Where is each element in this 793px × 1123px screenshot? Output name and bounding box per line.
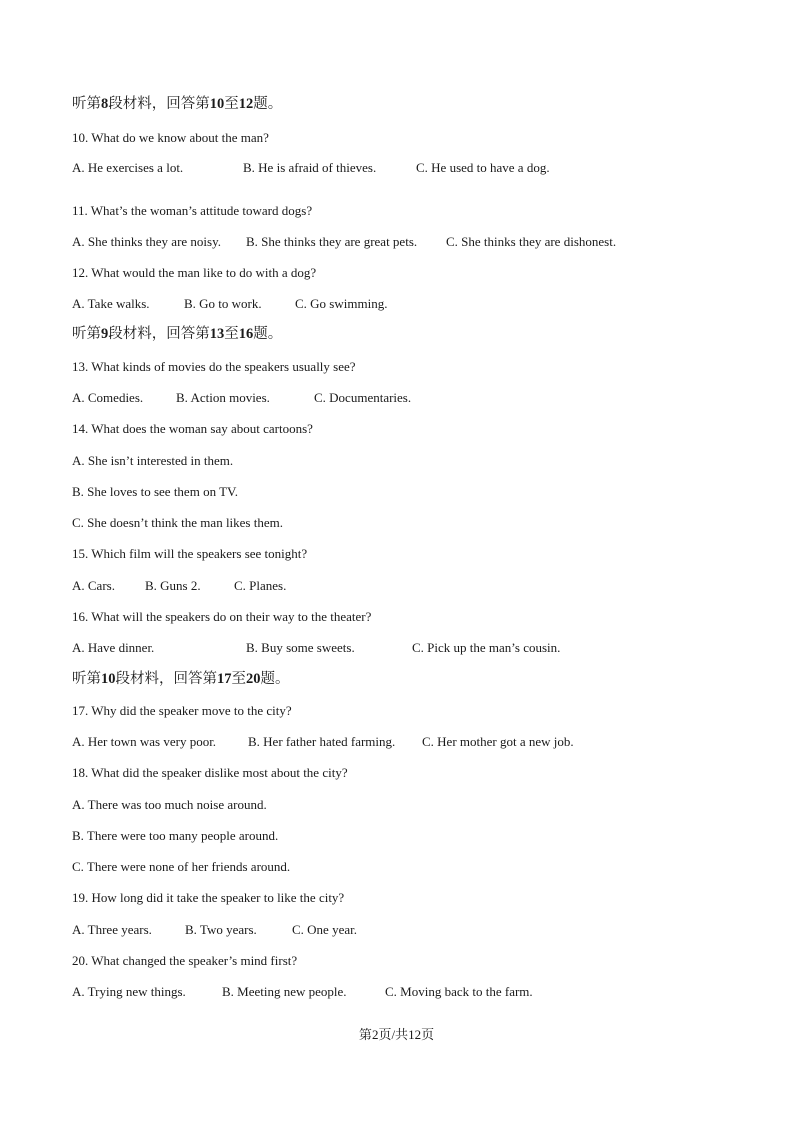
q14-option-b: B. She loves to see them on TV. bbox=[72, 484, 238, 499]
q15-option-c: C. Planes. bbox=[234, 578, 287, 593]
q19-option-c: C. One year. bbox=[292, 922, 357, 937]
section-heading-10: 听第10段材料，回答第17至20题。 bbox=[72, 671, 290, 687]
q18-option-a: A. There was too much noise around. bbox=[72, 797, 267, 812]
q20-option-c: C. Moving back to the farm. bbox=[385, 984, 533, 999]
q15-option-a: A. Cars. bbox=[72, 578, 115, 593]
q13-option-c: C. Documentaries. bbox=[314, 390, 412, 405]
q18-option-c: C. There were none of her friends around. bbox=[72, 859, 291, 874]
question-17: 17. Why did the speaker move to the city? bbox=[72, 703, 292, 718]
q19-option-b: B. Two years. bbox=[185, 922, 257, 937]
question-13: 13. What kinds of movies do the speakers usually see? bbox=[72, 359, 356, 374]
question-16: 16. What will the speakers do on their way to the theater? bbox=[72, 609, 372, 624]
q16-option-a: A. Have dinner. bbox=[72, 640, 155, 655]
question-20: 20. What changed the speaker’s mind first? bbox=[72, 953, 298, 968]
q11-option-b: B. She thinks they are great pets. bbox=[246, 234, 418, 249]
section-heading-8: 听第8段材料，回答第10至12题。 bbox=[72, 96, 283, 112]
q12-option-b: B. Go to work. bbox=[184, 296, 262, 311]
q14-option-c: C. She doesn’t think the man likes them. bbox=[72, 515, 283, 530]
question-18: 18. What did the speaker dislike most about the city? bbox=[72, 765, 348, 780]
section-heading-9: 听第9段材料，回答第13至16题。 bbox=[72, 326, 283, 342]
question-15: 15. Which film will the speakers see tonight? bbox=[72, 546, 308, 561]
q17-option-c: C. Her mother got a new job. bbox=[422, 734, 574, 749]
q17-option-a: A. Her town was very poor. bbox=[72, 734, 217, 749]
q13-option-a: A. Comedies. bbox=[72, 390, 144, 405]
question-12: 12. What would the man like to do with a dog? bbox=[72, 265, 317, 280]
q11-option-a: A. She thinks they are noisy. bbox=[72, 234, 221, 249]
q11-option-c: C. She thinks they are dishonest. bbox=[446, 234, 617, 249]
q16-option-c: C. Pick up the man’s cousin. bbox=[412, 640, 561, 655]
q17-option-b: B. Her father hated farming. bbox=[248, 734, 396, 749]
q14-option-a: A. She isn’t interested in them. bbox=[72, 453, 234, 468]
q10-option-c: C. He used to have a dog. bbox=[416, 160, 550, 175]
page-footer: 第2页/共12页 bbox=[358, 1027, 435, 1042]
q20-option-b: B. Meeting new people. bbox=[222, 984, 347, 999]
question-19: 19. How long did it take the speaker to like the city? bbox=[72, 890, 345, 905]
q10-option-a: A. He exercises a lot. bbox=[72, 160, 184, 175]
q12-option-a: A. Take walks. bbox=[72, 296, 150, 311]
q15-option-b: B. Guns 2. bbox=[145, 578, 201, 593]
q10-option-b: B. He is afraid of thieves. bbox=[243, 160, 377, 175]
question-14: 14. What does the woman say about cartoons? bbox=[72, 421, 313, 436]
q19-option-a: A. Three years. bbox=[72, 922, 152, 937]
question-11: 11. What’s the woman’s attitude toward dogs? bbox=[72, 203, 313, 218]
question-10: 10. What do we know about the man? bbox=[72, 130, 269, 145]
q18-option-b: B. There were too many people around. bbox=[72, 828, 279, 843]
q16-option-b: B. Buy some sweets. bbox=[246, 640, 355, 655]
q20-option-a: A. Trying new things. bbox=[72, 984, 186, 999]
q12-option-c: C. Go swimming. bbox=[295, 296, 388, 311]
q13-option-b: B. Action movies. bbox=[176, 390, 270, 405]
